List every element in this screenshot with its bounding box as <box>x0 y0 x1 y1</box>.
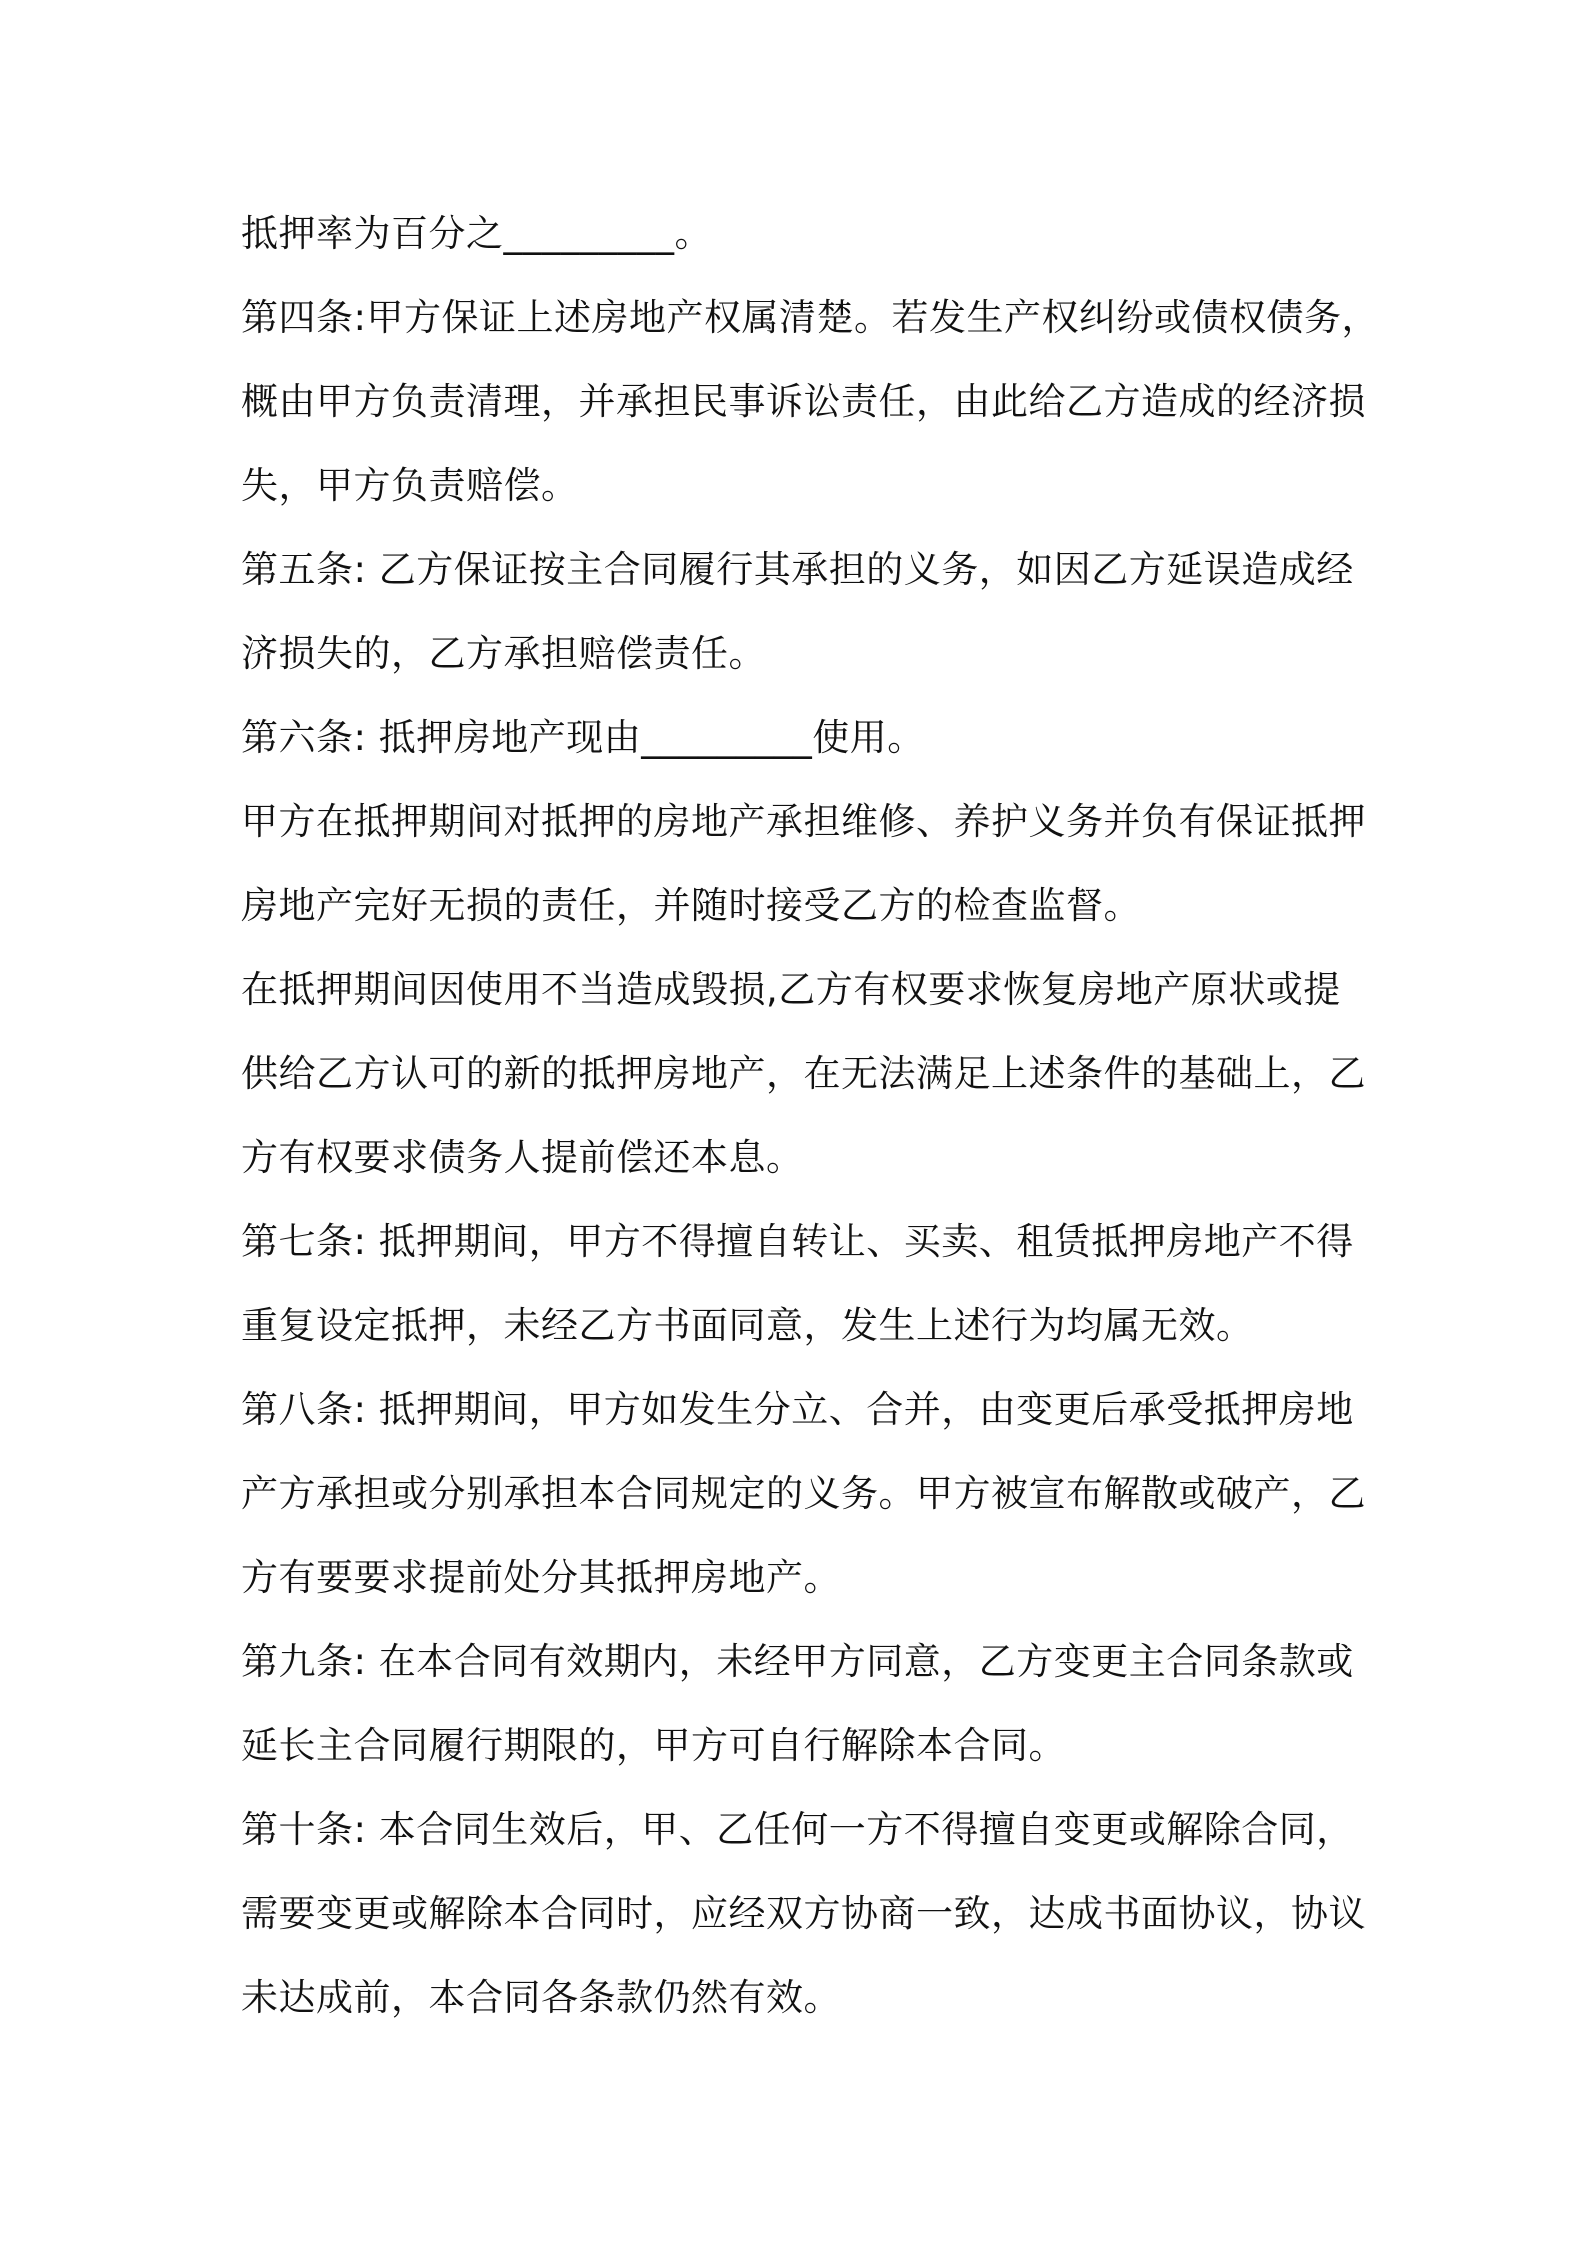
text-line-8: 甲方在抵押期间对抵押的房地产承担维修、养护义务并负有保证抵押 <box>241 800 1366 843</box>
text-line-19: 延长主合同履行期限的，甲方可自行解除本合同。 <box>241 1724 1066 1767</box>
text-line-13: 第七条: 抵押期间，甲方不得擅自转让、买卖、租赁抵押房地产不得 <box>241 1220 1354 1263</box>
contract-body <box>241 192 1379 2040</box>
text-line-1: 抵押率为百分之_________。 <box>241 212 712 255</box>
text-line-7: 第六条: 抵押房地产现由_________使用。 <box>241 716 925 759</box>
text-line-22: 未达成前，本合同各条款仍然有效。 <box>241 1976 841 2019</box>
text-line-10: 在抵押期间因使用不当造成毁损,乙方有权要求恢复房地产原状或提 <box>241 968 1341 1011</box>
text-line-15: 第八条: 抵押期间，甲方如发生分立、合并，由变更后承受抵押房地 <box>241 1388 1354 1431</box>
text-line-4: 失，甲方负责赔偿。 <box>241 464 579 507</box>
text-line-11: 供给乙方认可的新的抵押房地产，在无法满足上述条件的基础上，乙 <box>241 1052 1366 1095</box>
text-line-2: 第四条:甲方保证上述房地产权属清楚。若发生产权纠纷或债权债务， <box>241 296 1379 339</box>
text-line-9: 房地产完好无损的责任，并随时接受乙方的检查监督。 <box>241 884 1141 927</box>
text-line-20: 第十条: 本合同生效后，甲、乙任何一方不得擅自变更或解除合同， <box>241 1808 1354 1851</box>
text-line-6: 济损失的，乙方承担赔偿责任。 <box>241 632 766 675</box>
text-line-21: 需要变更或解除本合同时，应经双方协商一致，达成书面协议，协议 <box>241 1892 1366 1935</box>
text-line-5: 第五条: 乙方保证按主合同履行其承担的义务，如因乙方延误造成经 <box>241 548 1354 591</box>
text-line-17: 方有要要求提前处分其抵押房地产。 <box>241 1556 841 1599</box>
text-line-3: 概由甲方负责清理，并承担民事诉讼责任，由此给乙方造成的经济损 <box>241 380 1366 423</box>
text-line-18: 第九条: 在本合同有效期内，未经甲方同意，乙方变更主合同条款或 <box>241 1640 1354 1683</box>
text-line-12: 方有权要求债务人提前偿还本息。 <box>241 1136 804 1179</box>
text-line-14: 重复设定抵押，未经乙方书面同意，发生上述行为均属无效。 <box>241 1304 1254 1347</box>
text-line-16: 产方承担或分别承担本合同规定的义务。甲方被宣布解散或破产，乙 <box>241 1472 1366 1515</box>
